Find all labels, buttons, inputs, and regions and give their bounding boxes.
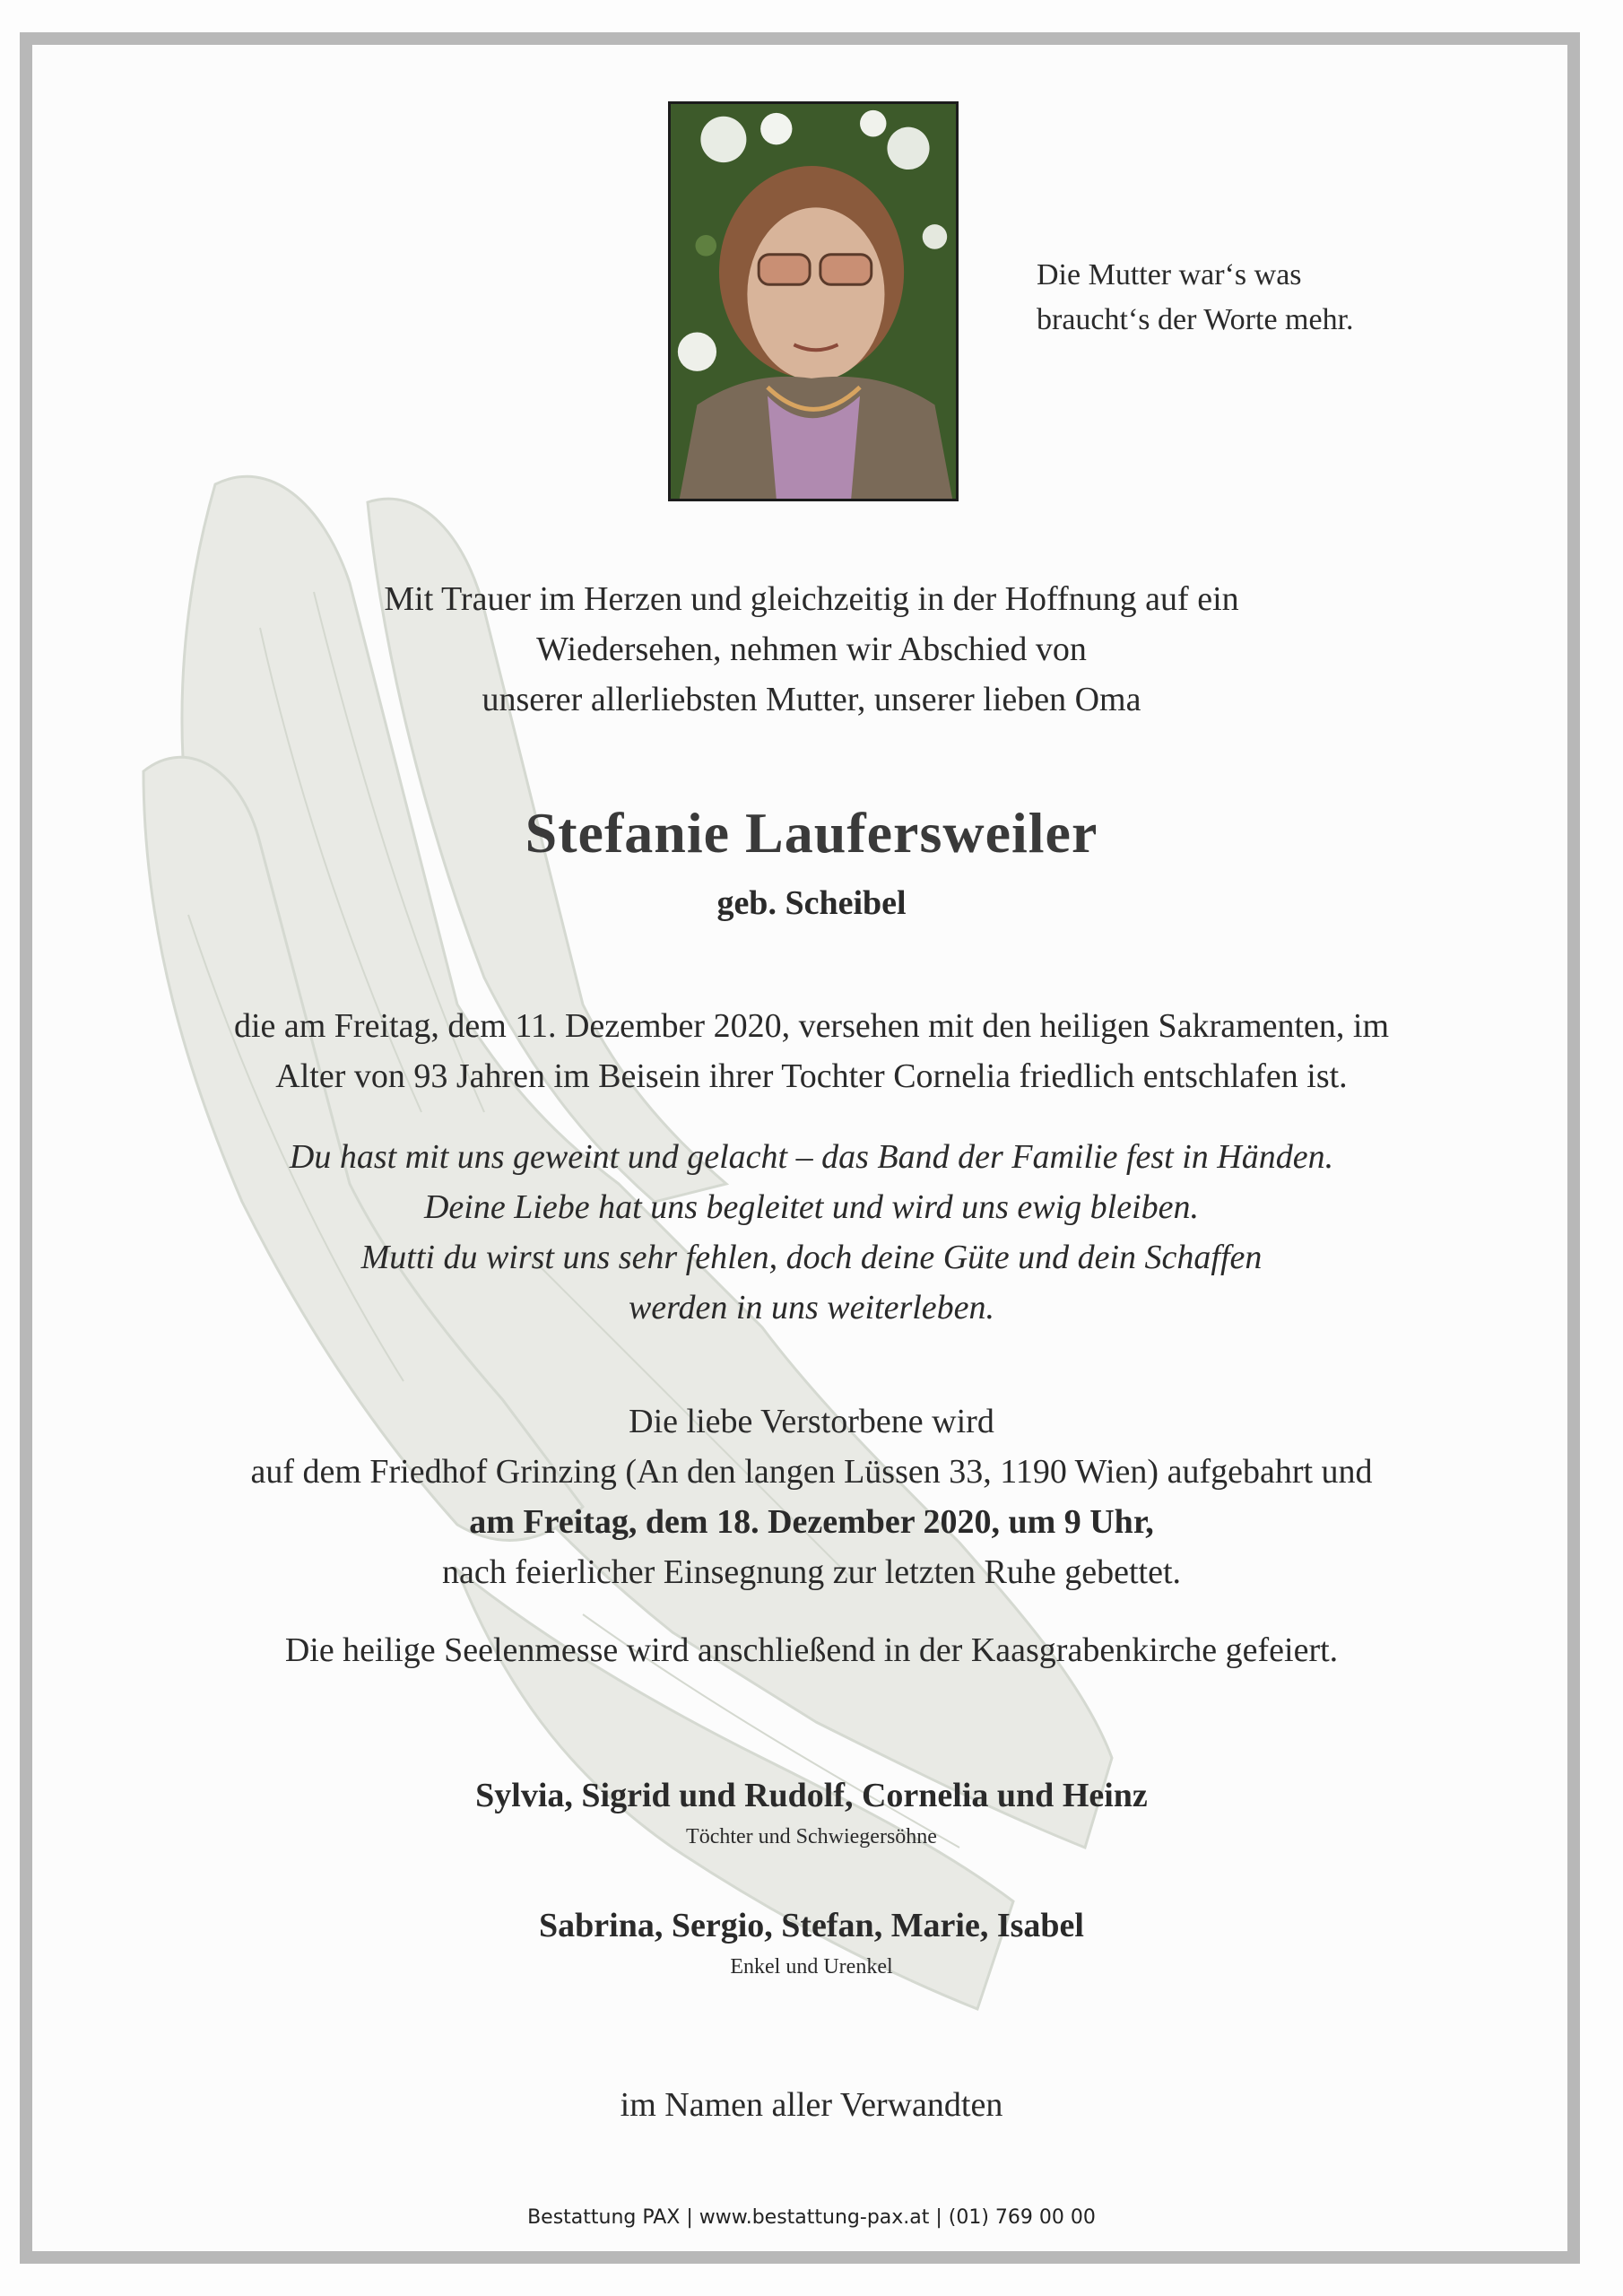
death-line: Alter von 93 Jahren im Beisein ihrer Tochter Cornelia friedlich entschlafen ist. (275, 1057, 1348, 1095)
motto-quote (1037, 253, 1354, 343)
burial-line: nach feierlicher Einsegnung zur letzten Ruhe gebettet. (441, 1553, 1182, 1591)
death-line: die am Freitag, dem 11. Dezember 2020, versehen mit den heiligen Sakramenten, im (233, 1007, 1390, 1045)
family-names-daughters: Sylvia, Sigrid und Rudolf, Cornelia und Heinz (475, 1777, 1148, 1814)
motto-line: Die Mutter war‘s was (1037, 258, 1302, 291)
poem-line: Mutti du wirst uns sehr fehlen, doch deine Güte und dein Schaffen (360, 1239, 1263, 1276)
family-relation-daughters: Töchter und Schwiegersöhne (686, 1825, 937, 1848)
burial-line: auf dem Friedhof Grinzing (An den langen Lüssen 33, 1190 Wien) aufgebahrt und (250, 1453, 1373, 1491)
burial-date: am Freitag, dem 18. Dezember 2020, um 9 Uhr, (469, 1503, 1154, 1541)
poem-line: Deine Liebe hat uns begleitet und wird uns ewig bleiben. (423, 1188, 1200, 1226)
intro-text (0, 574, 1623, 725)
intro-line: Mit Trauer im Herzen und gleichzeitig in der Hoffnung auf ein (384, 580, 1239, 618)
deceased-name: Stefanie Laufersweiler (525, 801, 1098, 865)
burial-line: Die liebe Verstorbene wird (629, 1403, 994, 1440)
birth-name: geb. Scheibel (716, 884, 907, 922)
burial-details (0, 1396, 1623, 1597)
poem-line: Du hast mit uns geweint und gelacht – das Band der Familie fest in Händen. (289, 1138, 1334, 1176)
intro-line: Wiedersehen, nehmen wir Abschied von (536, 631, 1087, 668)
family-relation-grandchildren: Enkel und Urenkel (730, 1955, 893, 1979)
motto-line: braucht‘s der Worte mehr. (1037, 303, 1354, 336)
portrait-photo (668, 101, 959, 501)
family-names-grandchildren: Sabrina, Sergio, Stefan, Marie, Isabel (539, 1907, 1084, 1944)
closing-line: im Namen aller Verwandten (620, 2086, 1003, 2124)
funeral-home-footer: Bestattung PAX | www.bestattung-pax.at | (01) 769 00 00 (527, 2206, 1096, 2229)
intro-line: unserer allerliebsten Mutter, unserer lieben Oma (482, 681, 1141, 718)
memorial-poem (0, 1132, 1623, 1333)
mass-notice: Die heilige Seelenmesse wird anschließend in der Kaasgrabenkirche gefeiert. (284, 1631, 1339, 1669)
poem-line: werden in uns weiterleben. (628, 1289, 995, 1326)
death-notice (0, 1001, 1623, 1101)
